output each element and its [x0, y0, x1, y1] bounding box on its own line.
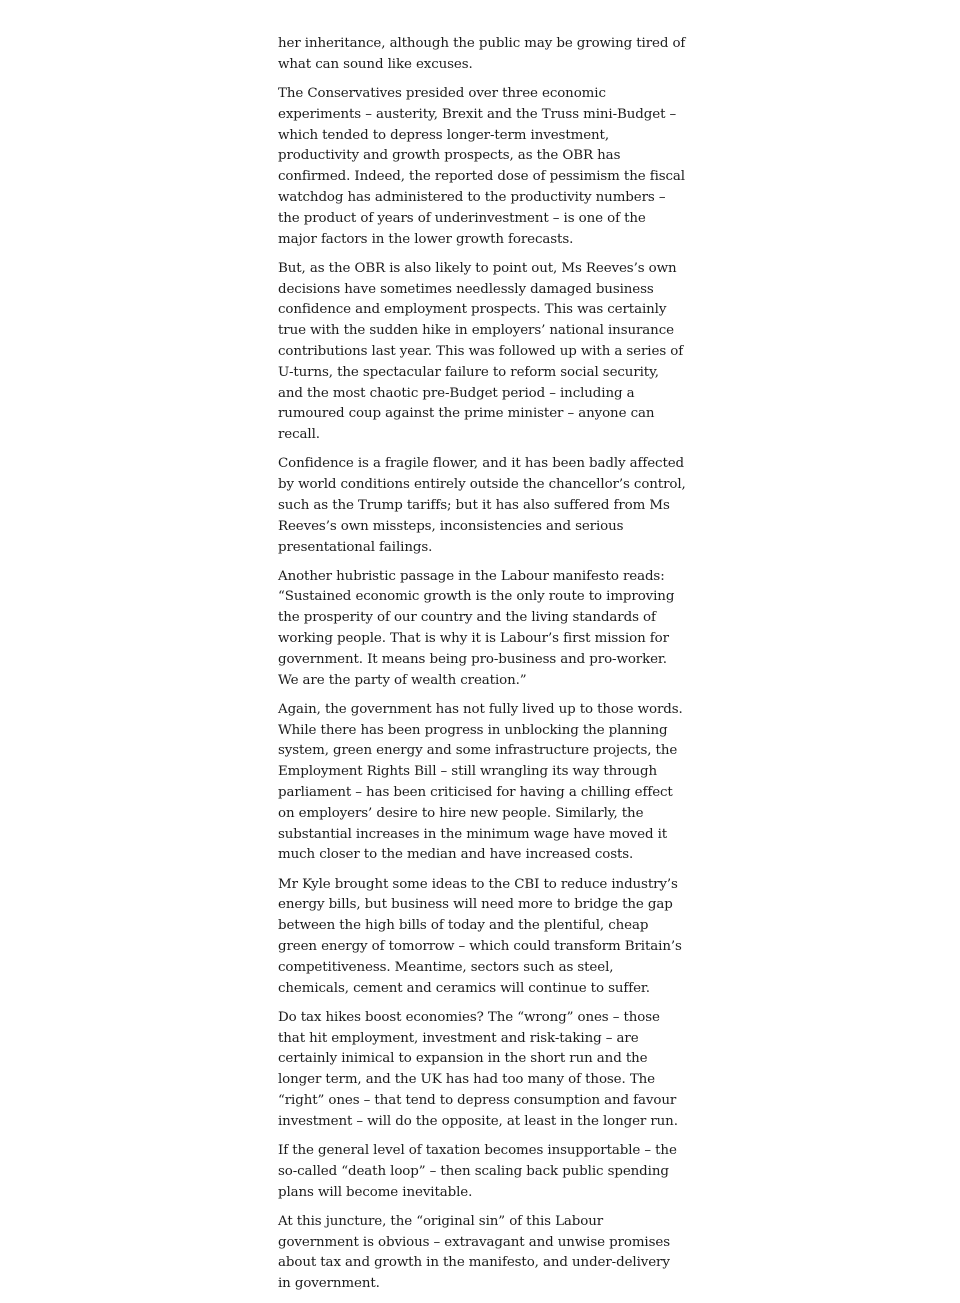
article-paragraph: Mr Kyle brought some ideas to the CBI to reduce industry’s energy bills, but business will need more to bridge the gap between the high bills of today and the plentiful, cheap green energy of tomorrow – which could transform Britain’s competitiveness. Meantime, sectors such as steel, chemicals, cement and ceramics will continue to suffer. [278, 876, 682, 996]
article-body [278, 34, 686, 1303]
article-paragraph: The Conservatives presided over three economic experiments – austerity, Brexit and the Truss mini-Budget – which tended to depress longer-term investment, productivity and growth prospects, as the OBR has confirmed. Indeed, the reported dose of pessimism the fiscal watchdog has administered to the productivity numbers – the product of years of underinvestment – is one of the major factors in the lower growth forecasts. [278, 85, 685, 247]
article-paragraph: At this juncture, the “original sin” of this Labour government is obvious – extravagant and unwise promises about tax and growth in the manifesto, and under-delivery in government. [278, 1213, 670, 1292]
article-paragraph: Confidence is a fragile flower, and it has been badly affected by world conditions entirely outside the chancellor’s control, such as the Trump tariffs; but it has also suffered from Ms Reeves’s own missteps, inconsistencies and serious presentational failings. [278, 456, 686, 555]
article-paragraph: Do tax hikes boost economies? The “wrong” ones – those that hit employment, investment and risk-taking – are certainly inimical to expansion in the short run and the longer term, and the UK has had too many of those. The “right” ones – that tend to depress consumption and favour investment – will do the opposite, at least in the longer run. [278, 1009, 678, 1129]
article-paragraph: Another hubristic passage in the Labour manifesto reads: “Sustained economic growth is the only route to improving the prosperity of our country and the living standards of working people. That is why it is Labour’s first mission for government. It means being pro-business and pro-worker. We are the party of wealth creation.” [278, 568, 675, 688]
article-paragraph: her inheritance, although the public may be growing tired of what can sound like excuses. [278, 36, 686, 72]
article-paragraph: Again, the government has not fully lived up to those words. While there has been progress in unblocking the planning system, green energy and some infrastructure projects, the Employment Rights Bill – still wrangling its way through parliament – has been criticised for having a chilling effect on employers’ desire to hire new people. Similarly, the substantial increases in the minimum wage have moved it much closer to the median and have increased costs. [278, 701, 683, 863]
article-paragraph: But, as the OBR is also likely to point out, Ms Reeves’s own decisions have sometimes needlessly damaged business confidence and employment prospects. This was certainly true with the sudden hike in employers’ national insurance contributions last year. This was followed up with a series of U-turns, the spectacular failure to reform social security, and the most chaotic pre-Budget period – including a rumoured coup against the prime minister – anyone can recall. [278, 260, 684, 443]
article-paragraph: If the general level of taxation becomes insupportable – the so-called “death loop” – then scaling back public spending plans will become inevitable. [278, 1142, 677, 1200]
